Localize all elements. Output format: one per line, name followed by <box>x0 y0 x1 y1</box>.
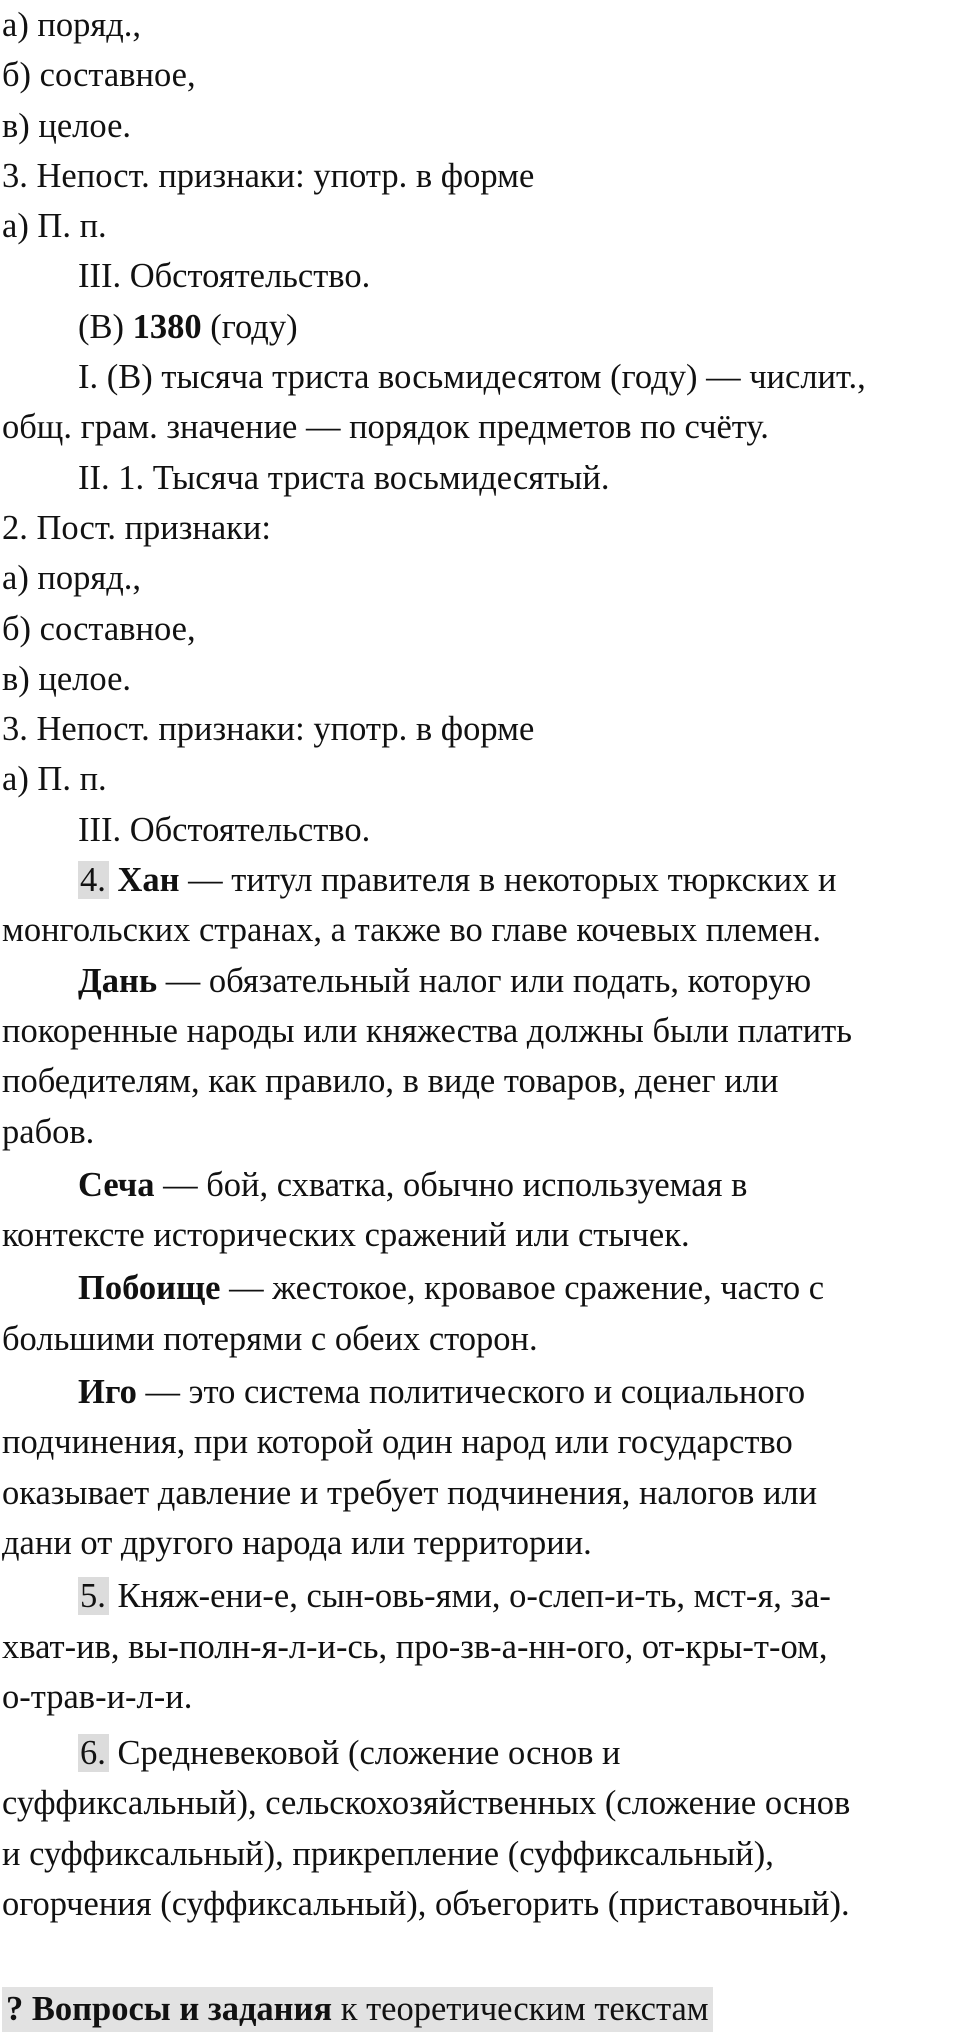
task-number-badge: 4. <box>78 861 109 899</box>
text-line: победителям, как правило, в виде товаров, денег или <box>2 1062 779 1101</box>
text-line: дани от другого народа или территории. <box>2 1523 592 1562</box>
text-line <box>2 1367 954 1417</box>
text-line: огорчения (суффиксальный), объегорить (приставочный). <box>2 1884 850 1923</box>
term-igo: Иго <box>78 1373 137 1412</box>
term-secha: Сеча <box>78 1165 155 1204</box>
text-line: хват-ив, вы-полн-я-л-и-сь, про-зв-а-нн-ого, от-кры-т-ом, <box>2 1627 828 1666</box>
text-line: и суффиксальный), прикрепление (суффиксальный), <box>2 1834 774 1873</box>
definition: — жестокое, кровавое сражение, часто с <box>220 1269 825 1308</box>
text-line: III. Обстоятельство. <box>78 810 371 849</box>
text-line: III. Обстоятельство. <box>78 257 371 296</box>
word-formation-text: Средневековой (сложение основ и <box>108 1734 621 1773</box>
document-body <box>2 0 954 1929</box>
task-number-badge: 6. <box>78 1734 109 1772</box>
text-line: контексте исторических сражений или стычек. <box>2 1216 690 1255</box>
text-line: а) П. п. <box>2 207 107 246</box>
text-line: б) составное, <box>2 56 196 95</box>
section-heading-bold: ? Вопросы и задания <box>6 1990 333 2028</box>
task-number-badge: 5. <box>78 1577 109 1615</box>
text-line: а) поряд., <box>2 559 142 598</box>
text-line: 3. Непост. признаки: употр. в форме <box>2 710 535 749</box>
text-line: суффиксальный), сельскохозяйственных (сложение основ <box>2 1784 851 1823</box>
definition: — это система политического и социального <box>136 1373 806 1412</box>
text-line <box>2 1728 954 1778</box>
text-line: покоренные народы или княжества должны были платить <box>2 1011 852 1050</box>
section-heading-rest: к теоретическим текстам <box>332 1990 709 2028</box>
text-line: а) П. п. <box>2 760 107 799</box>
term-poboische: Побоище <box>78 1269 221 1308</box>
text-line: а) поряд., <box>2 6 142 44</box>
definition: — бой, схватка, обычно используемая в <box>154 1165 748 1204</box>
text-line: подчинения, при которой один народ или государство <box>2 1423 793 1462</box>
text-line <box>2 956 954 1006</box>
text-line <box>2 1263 954 1313</box>
text-line: в) целое. <box>2 106 132 145</box>
text-line <box>2 302 954 352</box>
section-heading-questions <box>2 1987 713 2032</box>
text-line: о-трав-и-л-и. <box>2 1677 193 1716</box>
text-line: монгольских странах, а также во главе кочевых племен. <box>2 911 821 950</box>
text-fragment: (году) <box>201 307 298 346</box>
text-line: I. (В) тысяча триста восьмидесятом (году) — числит., <box>78 358 866 397</box>
text-line: 2. Пост. признаки: <box>2 508 271 547</box>
text-line: II. 1. Тысяча триста восьмидесятый. <box>78 458 610 497</box>
year-number: 1380 <box>132 307 202 346</box>
text-line <box>2 1571 954 1621</box>
text-line <box>2 1160 954 1210</box>
text-line <box>2 855 954 905</box>
text-line: б) составное, <box>2 609 196 648</box>
definition: — титул правителя в некоторых тюркских и <box>179 861 837 900</box>
definition: — обязательный налог или подать, которую <box>157 961 812 1000</box>
text-line: оказывает давление и требует подчинения, налогов или <box>2 1473 818 1512</box>
text-fragment: (В) <box>78 307 133 346</box>
term-dan: Дань <box>78 961 158 1000</box>
text-line: большими потерями с обеих сторон. <box>2 1319 538 1358</box>
text-line: 3. Непост. признаки: употр. в форме <box>2 156 535 195</box>
term-khan: Хан <box>117 861 180 900</box>
text-line: рабов. <box>2 1112 95 1151</box>
text-line: общ. грам. значение — порядок предметов по счёту. <box>2 408 769 447</box>
morpheme-text: Княж-ени-е, сын-овь-ями, о-слеп-и-ть, мст-я, за- <box>108 1577 831 1616</box>
text-line: в) целое. <box>2 659 132 698</box>
